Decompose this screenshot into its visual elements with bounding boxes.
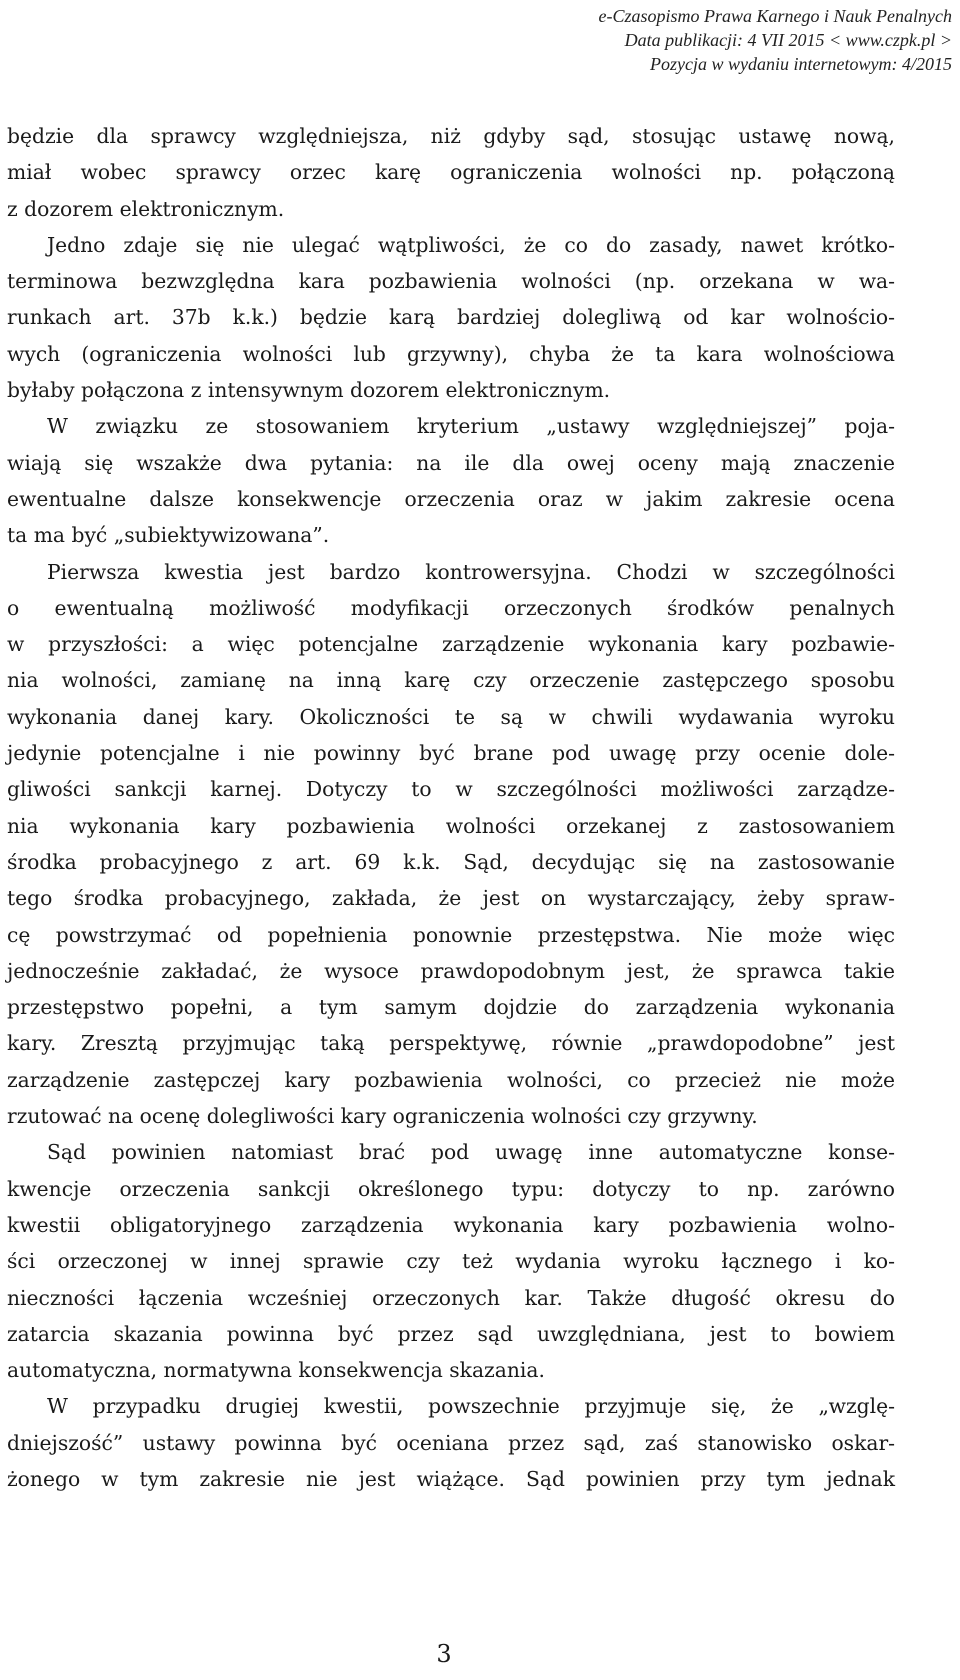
text-line: z dozorem elektronicznym. [7,196,285,221]
text-line: wykonania danej kary. Okoliczności te są w chwili wydawania wyroku [7,704,895,729]
text-line: wych (ograniczenia wolności lub grzywny), chyba że ta kara wolnościowa [7,341,895,366]
text-line: W związku ze stosowaniem kryterium „ustawy względniejszej” poja- [47,414,895,439]
text-line: nia wolności, zamianę na inną karę czy orzeczenie zastępczego sposobu [7,668,895,693]
text-line: ewentualne dalsze konsekwencje orzeczenia oraz w jakim zakresie ocena [7,486,895,511]
text-line: Pierwsza kwestia jest bardzo kontrowersyjna. Chodzi w szczególności [47,559,895,584]
publication-date: Data publikacji: 4 VII 2015 < www.czpk.pl > [624,30,952,50]
text-line: terminowa bezwzględna kara pozbawienia wolności (np. orzekana w wa- [7,269,895,294]
text-line: nieczności łączenia wcześniej orzeczonych kar. Także długość okresu do [7,1285,895,1310]
text-line: przestępstwo popełni, a tym samym dojdzie do zarządzenia wykonania [7,995,895,1020]
document-body [7,118,895,1497]
text-line: dniejszość” ustawy powinna być oceniana przez sąd, zaś stanowisko oskar- [7,1430,895,1455]
text-line: w przyszłości: a więc potencjalne zarządzenie wykonania kary pozbawie- [7,632,895,657]
text-line: jednocześnie zakładać, że wysoce prawdopodobnym jest, że sprawca takie [7,958,895,983]
journal-header [599,4,952,76]
text-line: nia wykonania kary pozbawienia wolności orzekanej z zastosowaniem [7,813,895,838]
text-line: żonego w tym zakresie nie jest wiążące. Sąd powinien przy tym jednak [7,1466,895,1491]
text-line: byłaby połączona z intensywnym dozorem elektronicznym. [7,378,611,403]
text-line: wiają się wszakże dwa pytania: na ile dla owej oceny mają znaczenie [7,450,895,475]
text-line: rzutować na ocenę dolegliwości kary ograniczenia wolności czy grzywny. [7,1104,758,1129]
text-line: ści orzeczonej w innej sprawie czy też wydania wyroku łącznego i ko- [7,1249,895,1274]
edition-position: Pozycja w wydaniu internetowym: 4/2015 [650,54,952,74]
page-number: 3 [436,1640,452,1668]
text-line: zatarcia skazania powinna być przez sąd uwzględniana, jest to bowiem [7,1321,895,1346]
text-line: miał wobec sprawcy orzec karę ograniczenia wolności np. połączoną [7,160,895,185]
text-line: kwencje orzeczenia sankcji określonego typu: dotyczy to np. zarówno [7,1176,895,1201]
text-line: W przypadku drugiej kwestii, powszechnie przyjmuje się, że „wzglę- [47,1394,895,1419]
text-line: będzie dla sprawcy względniejsza, niż gdyby sąd, stosując ustawę nową, [7,124,895,148]
journal-title: e-Czasopismo Prawa Karnego i Nauk Penalnych [598,6,952,26]
text-line: kwestii obligatoryjnego zarządzenia wykonania kary pozbawienia wolno- [7,1212,895,1237]
text-line: tego środka probacyjnego, zakłada, że jest on wystarczający, żeby spraw- [7,886,895,911]
text-line: Sąd powinien natomiast brać pod uwagę inne automatyczne konse- [47,1140,895,1165]
text-line: zarządzenie zastępczej kary pozbawienia wolności, co przecież nie może [7,1067,895,1092]
text-line: runkach art. 37b k.k.) będzie karą bardziej dolegliwą od kar wolnościo- [7,305,895,330]
text-line: cę powstrzymać od popełnienia ponownie przestępstwa. Nie może więc [7,922,895,947]
text-line: jedynie potencjalne i nie powinny być brane pod uwagę przy ocenie dole- [7,741,895,766]
text-line: Jedno zdaje się nie ulegać wątpliwości, że co do zasady, nawet krótko- [47,232,895,257]
text-line: ta ma być „subiektywizowana”. [7,523,330,548]
text-line: środka probacyjnego z art. 69 k.k. Sąd, decydując się na zastosowanie [7,849,895,874]
text-line: automatyczna, normatywna konsekwencja skazania. [7,1358,545,1383]
text-line: o ewentualną możliwość modyfikacji orzeczonych środków penalnych [7,595,895,620]
text-line: gliwości sankcji karnej. Dotyczy to w szczególności możliwości zarządze- [7,777,895,802]
text-line: kary. Zresztą przyjmując taką perspektywę, równie „prawdopodobne” jest [7,1031,895,1056]
